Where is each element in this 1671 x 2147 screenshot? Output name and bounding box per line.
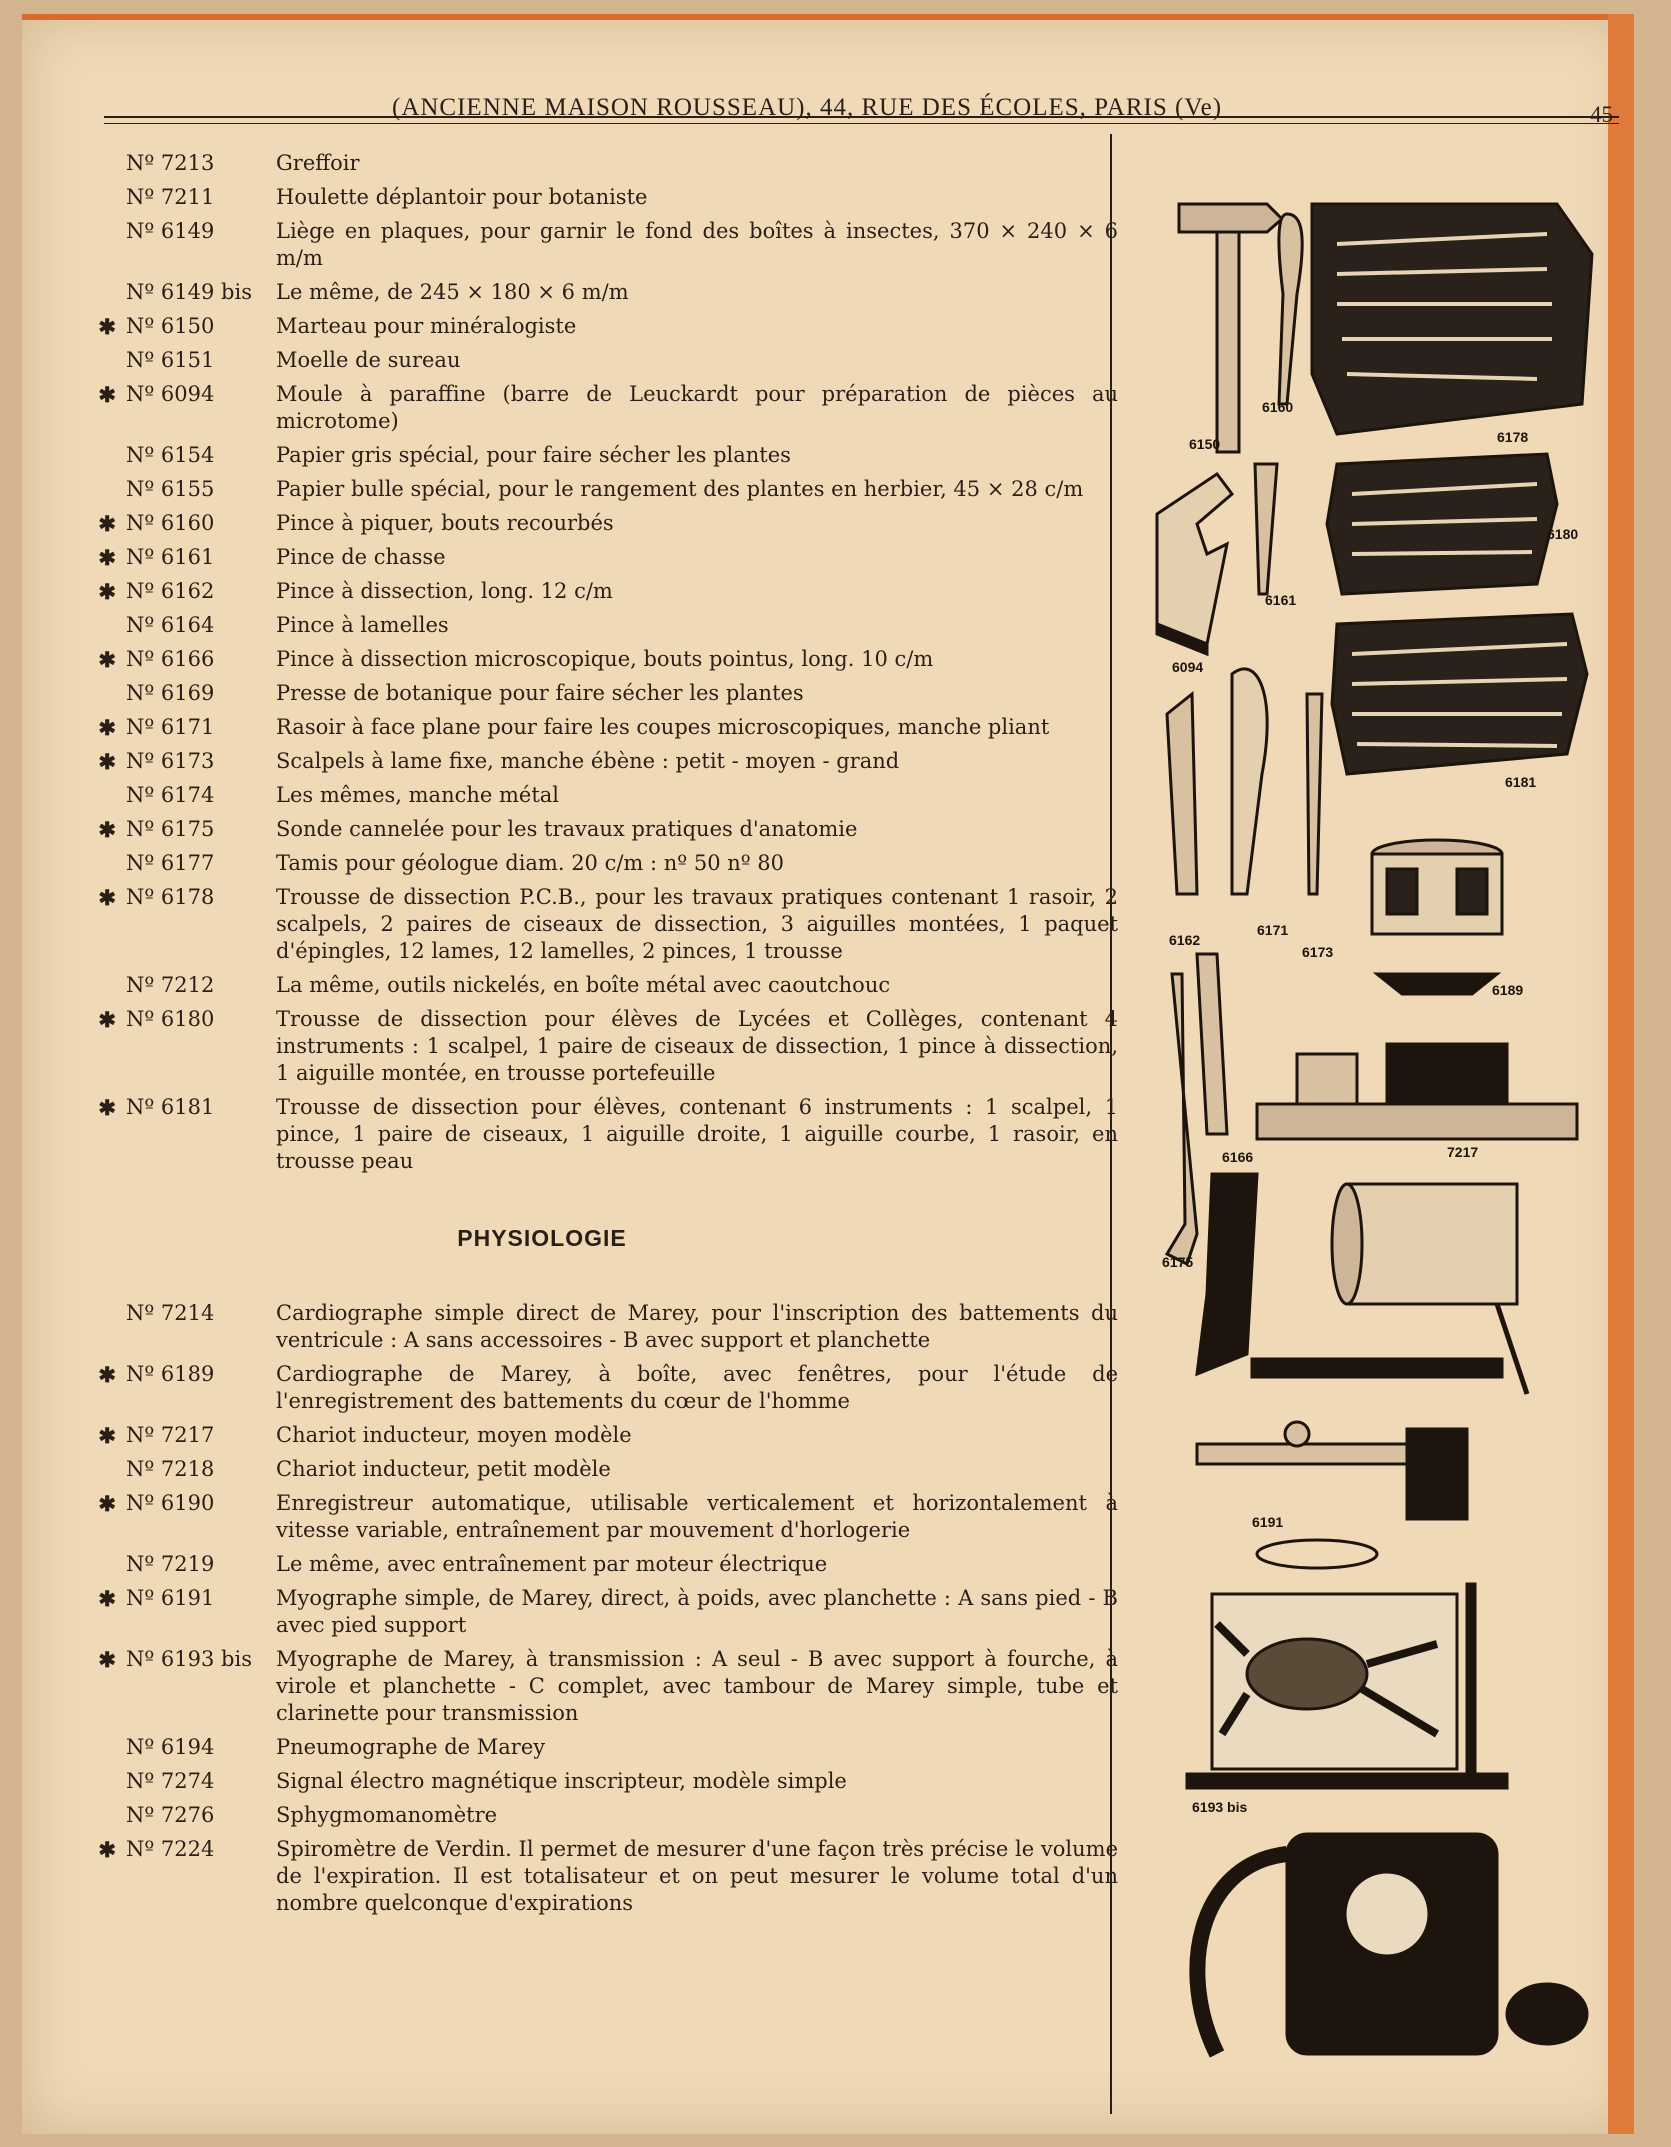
item-number: Nº 6149 [126, 219, 215, 243]
dissection-kit-6181 [1332, 614, 1587, 774]
star-mark: ✱ [98, 1007, 116, 1032]
figure-label: 6178 [1497, 429, 1529, 445]
item-number: Nº 6173 [126, 749, 215, 773]
dissection-kit-6178 [1312, 204, 1592, 434]
item-number: Nº 7212 [126, 973, 215, 997]
catalog-item [82, 1094, 1122, 1175]
item-number: Nº 6094 [126, 382, 215, 406]
figure-label: 6190 [1457, 1354, 1489, 1370]
item-number: Nº 6175 [126, 817, 215, 841]
catalog-item [82, 510, 1122, 537]
figure-label: 6173 [1302, 944, 1334, 960]
item-number: Nº 6164 [126, 613, 215, 637]
item-description: Pince de chasse [276, 545, 446, 569]
figure-label: 6171 [1257, 922, 1289, 938]
dissection-kit-6180 [1327, 454, 1557, 594]
item-description: Tamis pour géologue diam. 20 c/m : nº 50 nº 80 [276, 851, 785, 875]
razor-6171 [1232, 669, 1267, 894]
item-description: Myographe de Marey, à transmission : A seul - B avec support à fourche, à virole et planchette - C complet, avec tambour de Marey simple, tube et clarinette pour transmission [276, 1647, 1118, 1725]
catalog-page [22, 14, 1634, 2134]
item-number: Nº 7219 [126, 1552, 215, 1576]
item-number: Nº 6154 [126, 443, 215, 467]
figure-label: 6191 [1252, 1514, 1284, 1530]
forceps-6161 [1255, 464, 1277, 594]
item-description: Moelle de sureau [276, 348, 461, 372]
item-number: Nº 6178 [126, 885, 215, 909]
item-description: Pince à dissection, long. 12 c/m [276, 579, 613, 603]
catalog-item [82, 544, 1122, 571]
star-mark: ✱ [98, 647, 116, 672]
star-mark: ✱ [98, 545, 116, 570]
probe-6175 [1167, 974, 1197, 1264]
item-description: Marteau pour minéralogiste [276, 314, 577, 338]
item-number: Nº 6180 [126, 1007, 215, 1031]
star-mark: ✱ [98, 817, 116, 842]
catalog-item [82, 1456, 1122, 1483]
item-column [82, 150, 1122, 1924]
scalpel-6173 [1307, 694, 1322, 894]
catalog-item [82, 381, 1122, 435]
catalog-item [82, 1802, 1122, 1829]
item-description: Greffoir [276, 151, 360, 175]
catalog-item [82, 347, 1122, 374]
catalog-item [82, 816, 1122, 843]
figure-label: 7224 [1362, 1964, 1394, 1980]
item-number: Nº 6162 [126, 579, 215, 603]
page-edge-top [22, 14, 1634, 20]
item-description: La même, outils nickelés, en boîte métal avec caoutchouc [276, 973, 891, 997]
section-title: PHYSIOLOGIE [457, 1225, 627, 1251]
figure-label: 6181 [1505, 774, 1537, 790]
catalog-item [82, 850, 1122, 877]
item-description: Chariot inducteur, petit modèle [276, 1457, 611, 1481]
star-mark: ✱ [98, 511, 116, 536]
item-number: Nº 6150 [126, 314, 215, 338]
catalog-item [82, 782, 1122, 809]
figure-label: 6160 [1262, 399, 1294, 415]
catalog-item [82, 476, 1122, 503]
catalog-item [82, 1768, 1122, 1795]
induction-coil-7217 [1257, 1044, 1577, 1139]
star-mark: ✱ [98, 1586, 116, 1611]
header-rule [104, 116, 1619, 124]
item-description: Trousse de dissection pour élèves de Lycées et Collèges, contenant 4 instruments : 1 scalpel, 1 paire de ciseaux de dissection, 1 pince à dissection, 1 aiguille montée, en trousse portefeuille [276, 1007, 1118, 1085]
catalog-item [82, 748, 1122, 775]
item-description: Liège en plaques, pour garnir le fond des boîtes à insectes, 370 × 240 × 6 m/m [276, 219, 1118, 270]
item-number: Nº 6171 [126, 715, 215, 739]
item-number: Nº 6190 [126, 1491, 215, 1515]
item-description: Houlette déplantoir pour botaniste [276, 185, 648, 209]
cardiograph-6189 [1372, 840, 1502, 994]
star-mark: ✱ [98, 1095, 116, 1120]
spirometer-7224 [1197, 1834, 1587, 2054]
catalog-item [82, 184, 1122, 211]
item-number: Nº 6181 [126, 1095, 215, 1119]
item-number: Nº 6194 [126, 1735, 215, 1759]
catalog-item [82, 1551, 1122, 1578]
figure-label: 6189 [1492, 982, 1524, 998]
item-number: Nº 7218 [126, 1457, 215, 1481]
item-description: Pince à lamelles [276, 613, 449, 637]
catalog-item [82, 1836, 1122, 1917]
item-number: Nº 7224 [126, 1837, 215, 1861]
star-mark: ✱ [98, 1491, 116, 1516]
page-number: 45 [1590, 102, 1613, 127]
star-mark: ✱ [98, 749, 116, 774]
item-description: Enregistreur automatique, utilisable verticalement et horizontalement à vitesse variable, entraînement par mouvement d'horlogerie [276, 1491, 1118, 1542]
illustrations [1137, 174, 1617, 2074]
catalog-item [82, 442, 1122, 469]
catalog-item [82, 1006, 1122, 1087]
item-description: Sonde cannelée pour les travaux pratiques d'anatomie [276, 817, 858, 841]
item-number: Nº 6160 [126, 511, 215, 535]
item-number: Nº 6191 [126, 1586, 215, 1610]
catalog-item [82, 150, 1122, 177]
item-description: Signal électro magnétique inscripteur, modèle simple [276, 1769, 847, 1793]
item-description: Moule à paraffine (barre de Leuckardt pour préparation de pièces au microtome) [276, 382, 1118, 433]
catalog-item [82, 1734, 1122, 1761]
item-number: Nº 7217 [126, 1423, 215, 1447]
figure-label: 7217 [1447, 1144, 1479, 1160]
item-number: Nº 6149 bis [126, 280, 252, 304]
item-number: Nº 6166 [126, 647, 215, 671]
item-description: Presse de botanique pour faire sécher les plantes [276, 681, 804, 705]
item-description: Le même, avec entraînement par moteur électrique [276, 1552, 828, 1576]
item-list-bottom [82, 1300, 1122, 1917]
catalog-item [82, 1646, 1122, 1727]
item-description: Trousse de dissection pour élèves, contenant 6 instruments : 1 scalpel, 1 pince, 1 paire de ciseaux, 1 aiguille droite, 1 aiguille courbe, 1 rasoir, en trousse peau [276, 1095, 1118, 1173]
catalog-item [82, 1490, 1122, 1544]
item-number: Nº 6174 [126, 783, 215, 807]
header-title: (ANCIENNE MAISON ROUSSEAU), 44, RUE DES ÉCOLES, PARIS (Ve) [392, 94, 1223, 121]
figure-label: 6094 [1172, 659, 1204, 675]
item-description: Cardiographe de Marey, à boîte, avec fenêtres, pour l'étude de l'enregistrement des battements du cœur de l'homme [276, 1362, 1118, 1413]
illustration-svg [1137, 174, 1617, 2074]
item-description: Le même, de 245 × 180 × 6 m/m [276, 280, 629, 304]
star-mark: ✱ [98, 1647, 116, 1672]
item-description: Trousse de dissection P.C.B., pour les travaux pratiques contenant 1 rasoir, 2 scalpels, 2 paires de ciseaux de dissection, 3 aiguilles montées, 1 paquet d'épingles, 12 lames, 12 lamelles, 2 pinces, 1 trousse [276, 885, 1118, 963]
item-number: Nº 6177 [126, 851, 215, 875]
page-header [102, 84, 1613, 134]
catalog-item [82, 680, 1122, 707]
star-mark: ✱ [98, 1423, 116, 1448]
catalog-item [82, 578, 1122, 605]
item-description: Spiromètre de Verdin. Il permet de mesurer d'une façon très précise le volume de l'expiration. Il est totalisateur et on peut mesurer le volume total d'un nombre quelconque d'expirations [276, 1837, 1118, 1915]
item-number: Nº 7274 [126, 1769, 215, 1793]
figure-label: 6180 [1547, 526, 1579, 542]
figure-label: 6161 [1265, 592, 1297, 608]
item-number: Nº 6151 [126, 348, 215, 372]
myograph-6193bis [1187, 1584, 1507, 1788]
item-number: Nº 7214 [126, 1301, 215, 1325]
item-description: Chariot inducteur, moyen modèle [276, 1423, 632, 1447]
figure-label: 6150 [1189, 436, 1221, 452]
item-number: Nº 6169 [126, 681, 215, 705]
catalog-item [82, 612, 1122, 639]
item-description: Papier bulle spécial, pour le rangement des plantes en herbier, 45 × 28 c/m [276, 477, 1084, 501]
probe-figure [1279, 214, 1302, 404]
forceps-6166 [1197, 954, 1227, 1134]
item-number: Nº 6161 [126, 545, 215, 569]
item-description: Rasoir à face plane pour faire les coupes microscopiques, manche pliant [276, 715, 1050, 739]
catalog-item [82, 1361, 1122, 1415]
item-description: Sphygmomanomètre [276, 1803, 498, 1827]
figure-label: 6162 [1169, 932, 1201, 948]
item-number: Nº 6155 [126, 477, 215, 501]
figure-label: 6193 bis [1192, 1799, 1248, 1815]
item-description: Myographe simple, de Marey, direct, à poids, avec planchette : A sans pied - B avec pied support [276, 1586, 1118, 1637]
catalog-item [82, 313, 1122, 340]
figure-label: 6175 [1162, 1254, 1194, 1270]
star-mark: ✱ [98, 885, 116, 910]
item-description: Cardiographe simple direct de Marey, pour l'inscription des battements du ventricule : A sans accessoires - B avec support et planchette [276, 1301, 1118, 1352]
catalog-item [82, 279, 1122, 306]
catalog-item [82, 1300, 1122, 1354]
star-mark: ✱ [98, 715, 116, 740]
catalog-item [82, 714, 1122, 741]
star-mark: ✱ [98, 1837, 116, 1862]
item-description: Les mêmes, manche métal [276, 783, 559, 807]
figure-label: 6166 [1222, 1149, 1254, 1165]
catalog-item [82, 884, 1122, 965]
paraffin-mould-figure [1157, 474, 1232, 654]
myograph-6191 [1197, 1422, 1467, 1568]
star-mark: ✱ [98, 382, 116, 407]
star-mark: ✱ [98, 579, 116, 604]
forceps-6162 [1167, 694, 1197, 894]
star-mark: ✱ [98, 1362, 116, 1387]
catalog-item [82, 1585, 1122, 1639]
catalog-item [82, 1422, 1122, 1449]
item-number: Nº 7213 [126, 151, 215, 175]
item-description: Papier gris spécial, pour faire sécher les plantes [276, 443, 791, 467]
item-description: Scalpels à lame fixe, manche ébène : petit - moyen - grand [276, 749, 900, 773]
catalog-item [82, 972, 1122, 999]
item-description: Pince à piquer, bouts recourbés [276, 511, 614, 535]
item-description: Pneumographe de Marey [276, 1735, 546, 1759]
item-number: Nº 6189 [126, 1362, 215, 1386]
catalog-item [82, 646, 1122, 673]
catalog-item [82, 218, 1122, 272]
item-description: Pince à dissection microscopique, bouts pointus, long. 10 c/m [276, 647, 934, 671]
item-number: Nº 7211 [126, 185, 215, 209]
item-number: Nº 7276 [126, 1803, 215, 1827]
item-number: Nº 6193 bis [126, 1647, 252, 1671]
star-mark: ✱ [98, 314, 116, 339]
item-list-top [82, 150, 1122, 1175]
